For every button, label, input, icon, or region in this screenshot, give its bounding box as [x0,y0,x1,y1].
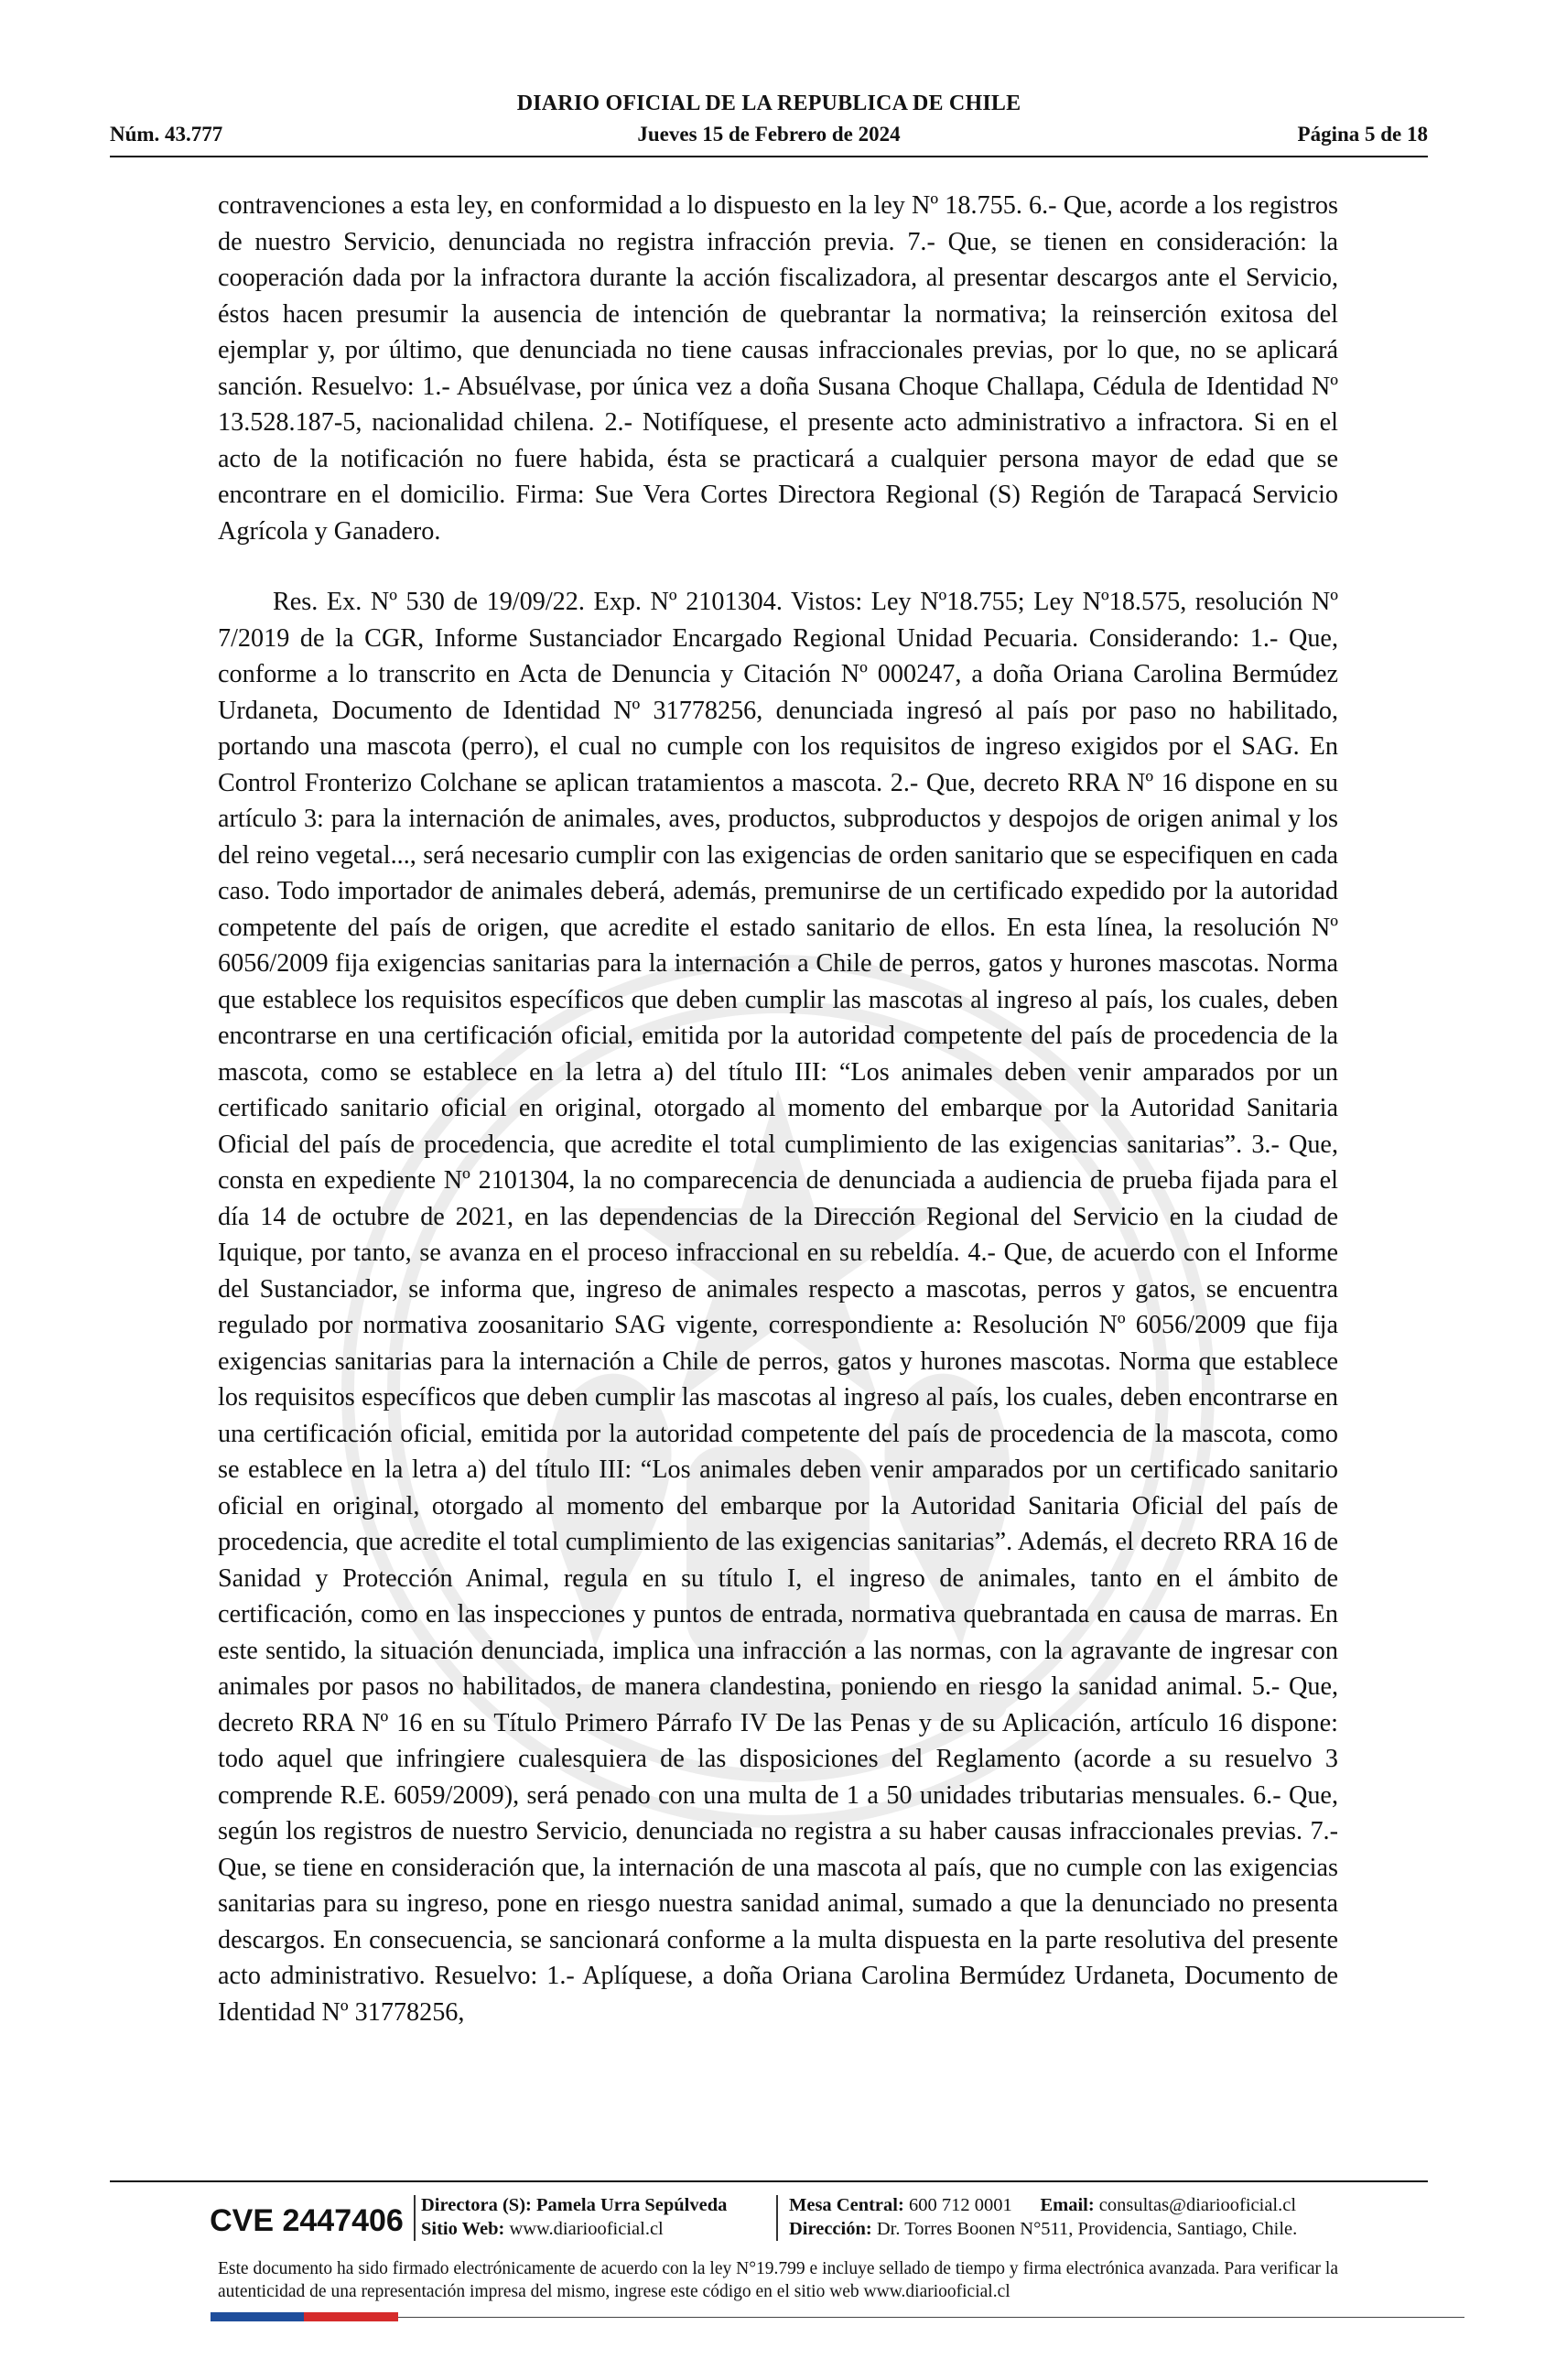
footer-separator [414,2195,416,2241]
website-link[interactable]: www.diariooficial.cl [509,2219,664,2239]
flag-color-bar [211,2312,398,2321]
director-name: Pamela Urra Sepúlveda [535,2195,728,2215]
email-link[interactable]: consultas@diariooficial.cl [1098,2195,1297,2215]
footer-separator [776,2195,778,2241]
page-number: Página 5 de 18 [1297,123,1428,146]
issue-date: Jueves 15 de Febrero de 2024 [637,123,901,146]
flag-blue-segment [211,2312,304,2321]
address-text: Dr. Torres Boonen N°511, Providencia, Santiago, Chile. [876,2219,1298,2239]
publication-title: DIARIO OFICIAL DE LA REPUBLICA DE CHILE [516,92,1021,115]
phone-number: 600 712 0001 [908,2195,1012,2215]
director-label: Directora (S): [421,2195,532,2215]
document-body [218,188,1338,2030]
page-header [110,92,1428,156]
signature-notice: Este documento ha sido firmado electrónicamente de acuerdo con la ley N°19.799 e incluye sellado de tiempo y firma electrónica avanzada. Para verificar la autenticidad de una representación impresa del mismo, ingrese este código en el sitio web www.diariooficial.cl [218,2259,1338,2301]
phone-label: Mesa Central: [789,2195,904,2215]
header-divider [110,156,1428,157]
cve-code: CVE 2447406 [210,2203,404,2238]
footer-contact-block [789,2193,1297,2241]
address-label: Dirección: [789,2219,872,2239]
flag-red-segment [304,2312,398,2321]
footer-bottom-rule [220,2317,1464,2318]
body-paragraph: contravenciones a esta ley, en conformidad a lo dispuesto en la ley Nº 18.755. 6.- Que, acorde a los registros de nuestro Servicio, denunciada no registra infracción previa. 7.- Que, se tienen en consideración: la cooperación dada por la infractora durante la acción fiscalizadora, al presentar descargos ante el Servicio, éstos hacen presumir la ausencia de intención de quebrantar la normativa; la reinserción exitosa del ejemplar y, por último, que denunciada no tiene causas infraccionales previas, por lo que, no se aplicará sanción. Resuelvo: 1.- Absuélvase, por única vez a doña Susana Choque Challapa, Cédula de Identidad Nº 13.528.187-5, nacionalidad chilena. 2.- Notifíquese, el presente acto administrativo a infractora. Si en el acto de la notificación no fuere habida, ésta se practicará a cualquier persona mayor de edad que se encontrare en el domicilio. Firma: Sue Vera Cortes Directora Regional (S) Región de Tarapacá Servicio Agrícola y Ganadero. [218,191,1338,546]
email-label: Email: [1040,2195,1095,2215]
footer-director-block [421,2193,727,2241]
website-label: Sitio Web: [421,2219,505,2239]
issue-number: Núm. 43.777 [110,123,223,146]
footer-divider [110,2180,1428,2182]
body-paragraph: Res. Ex. Nº 530 de 19/09/22. Exp. Nº 2101304. Vistos: Ley Nº18.755; Ley Nº18.575, resolución Nº 7/2019 de la CGR, Informe Sustanciador Encargado Regional Unidad Pecuaria. Considerando: 1.- Que, conforme a lo transcrito en Acta de Denuncia y Citación Nº 000247, a doña Oriana Carolina Bermúdez Urdaneta, Documento de Identidad Nº 31778256, denunciada ingresó al país por paso no habilitado, portando una mascota (perro), el cual no cumple con los requisitos de ingreso exigidos por el SAG. En Control Fronterizo Colchane se aplican tratamientos a mascota. 2.- Que, decreto RRA Nº 16 dispone en su artículo 3: para la internación de animales, aves, productos, subproductos y despojos de origen animal y los del reino vegetal..., será necesario cumplir con las exigencias de orden sanitario que se especifiquen en cada caso. Todo importador de animales deberá, además, premunirse de un certificado expedido por la autoridad competente del país de origen, que acredite el estado sanitario de ellos. En esta línea, la resolución Nº 6056/2009 fija exigencias sanitarias para la internación a Chile de perros, gatos y hurones mascotas. Norma que establece los requisitos específicos que deben cumplir las mascotas al ingreso al país, los cuales, deben encontrarse en una certificación oficial, emitida por la autoridad competente del país de procedencia de la mascota, como se establece en la letra a) del título III: “Los animales deben venir amparados por un certificado sanitario oficial en original, otorgado al momento del embarque por la Autoridad Sanitaria Oficial del país de procedencia, que acredite el total cumplimiento de las exigencias sanitarias”. 3.- Que, consta en expediente Nº 2101304, la no comparecencia de denunciada a audiencia de prueba fijada para el día 14 de octubre de 2021, en las dependencias de la Dirección Regional del Servicio en la ciudad de Iquique, por tanto, se avanza en el proceso infraccional en su rebeldía. 4.- Que, de acuerdo con el Informe del Sustanciador, se informa que, ingreso de animales respecto a mascotas, perros y gatos, se encuentra regulado por normativa zoosanitario SAG vigente, correspondiente a: Resolución Nº 6056/2009 que fija exigencias sanitarias para la internación a Chile de perros, gatos y hurones mascotas. Norma que establece los requisitos específicos que deben cumplir las mascotas al ingreso al país, los cuales, deben encontrarse en una certificación oficial, emitida por la autoridad competente del país de procedencia de la mascota, como se establece en la letra a) del título III: “Los animales deben venir amparados por un certificado sanitario oficial en original, otorgado al momento del embarque por la Autoridad Sanitaria Oficial del país de procedencia, que acredite el total cumplimiento de las exigencias sanitarias”. Además, el decreto RRA 16 de Sanidad y Protección Animal, regula en su título I, el ingreso de animales, tanto en el ámbito de certificación, como en las inspecciones y puntos de entrada, normativa quebrantada en causa de marras. En este sentido, la situación denunciada, implica una infracción a las normas, con la agravante de ingresar con animales por pasos no habilitados, de manera clandestina, poniendo en riesgo la sanidad animal. 5.- Que, decreto RRA Nº 16 en su Título Primero Párrafo IV De las Penas y de su Aplicación, artículo 16 dispone: todo aquel que infringiere cualesquiera de las disposiciones del Reglamento (acorde a su resuelvo 3 comprende R.E. 6059/2009), será penado con una multa de 1 a 50 unidades tributarias mensuales. 6.- Que, según los registros de nuestro Servicio, denunciada no registra a su haber causas infraccionales previas. 7.- Que, se tiene en consideración que, la internación de una mascota al país, que no cumple con las exigencias sanitarias para su ingreso, pone en riesgo nuestra sanidad animal, sumado a que la denunciado no presenta descargos. En consecuencia, se sancionará conforme a la multa dispuesta en la parte resolutiva del presente acto administrativo. Resuelvo: 1.- Aplíquese, a doña Oriana Carolina Bermúdez Urdaneta, Documento de Identidad Nº 31778256, [218,588,1338,2027]
